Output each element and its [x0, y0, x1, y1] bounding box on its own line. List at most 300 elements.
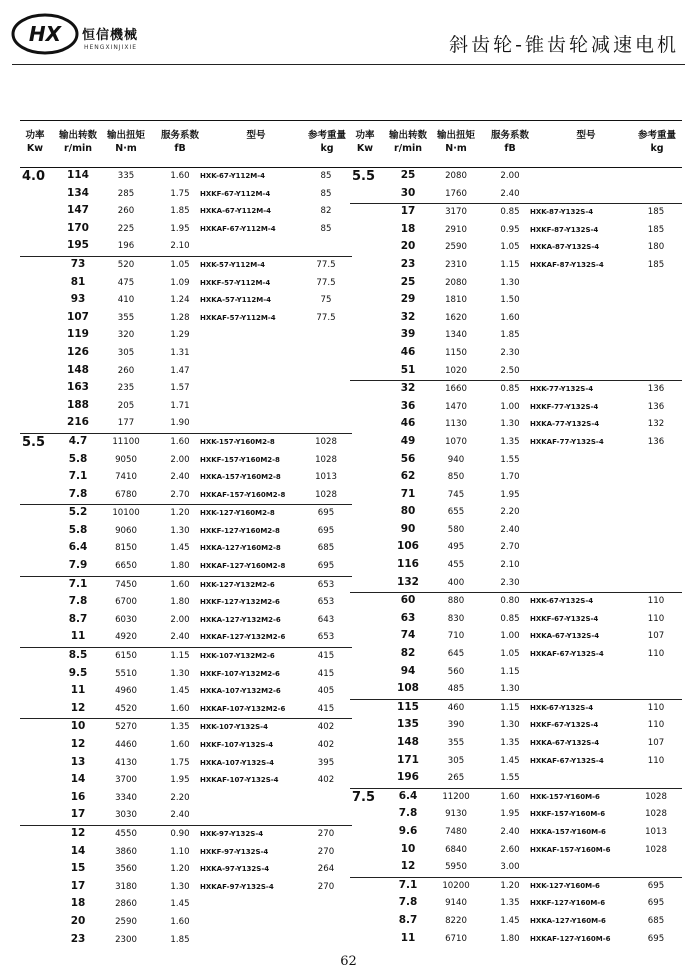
output-rpm: 115	[397, 700, 419, 713]
service-factor: 2.20	[170, 792, 190, 803]
right-spec-table	[350, 120, 682, 948]
service-factor: 1.85	[170, 934, 190, 945]
service-factor: 1.80	[500, 933, 520, 944]
output-torque: 10200	[442, 880, 470, 891]
table-row	[20, 363, 352, 381]
table-row	[350, 487, 682, 505]
output-torque: 6650	[115, 561, 137, 572]
output-torque: 8220	[445, 915, 467, 926]
output-rpm: 170	[67, 221, 89, 234]
output-rpm: 56	[400, 452, 416, 465]
reference-weight: 185	[647, 207, 665, 218]
output-rpm: 30	[400, 186, 416, 199]
output-rpm: 10	[400, 842, 416, 855]
table-row	[20, 577, 352, 595]
output-rpm: 90	[400, 522, 416, 535]
output-rpm: 148	[67, 363, 89, 376]
service-factor: 1.45	[170, 543, 190, 554]
output-rpm: 10	[70, 720, 86, 733]
model-number: HXKAF-67-Y112M-4	[200, 224, 276, 233]
output-torque: 1620	[445, 312, 467, 323]
output-torque: 850	[447, 472, 465, 483]
service-factor: 1.85	[170, 206, 190, 217]
power-value: 5.5	[22, 434, 46, 450]
model-number: HXK-87-Y132S-4	[530, 208, 594, 217]
output-torque: 2080	[445, 171, 467, 181]
table-row	[20, 844, 352, 862]
model-number: HXKA-57-Y112M-4	[200, 296, 272, 305]
service-factor: 1.45	[170, 686, 190, 697]
reference-weight: 1028	[645, 791, 667, 802]
output-rpm: 106	[397, 540, 419, 553]
output-rpm: 132	[397, 575, 419, 588]
service-factor: 1.90	[170, 418, 190, 429]
service-factor: 1.05	[170, 259, 190, 270]
output-torque: 2860	[115, 899, 137, 910]
service-factor: 1.15	[170, 651, 190, 662]
column-header-weight-unit: kg	[320, 143, 334, 154]
table-row	[20, 914, 352, 932]
output-rpm: 63	[400, 611, 416, 624]
output-rpm: 8.7	[398, 913, 418, 926]
output-rpm: 171	[397, 753, 419, 766]
output-torque: 335	[117, 171, 135, 181]
model-number: HXKAF-97-Y132S-4	[200, 882, 274, 891]
logo-text: HX	[28, 22, 62, 46]
output-torque: 2590	[445, 242, 467, 253]
row-group	[350, 789, 682, 878]
service-factor: 0.85	[500, 207, 520, 218]
output-torque: 655	[447, 507, 465, 518]
output-torque: 3180	[115, 881, 137, 892]
reference-weight: 643	[317, 614, 335, 625]
model-number: HXKF-87-Y132S-4	[530, 225, 599, 234]
service-factor: 1.30	[500, 684, 520, 695]
service-factor: 1.95	[170, 223, 190, 234]
table-row	[20, 257, 352, 275]
output-torque: 4960	[115, 686, 137, 697]
service-factor: 2.70	[500, 542, 520, 553]
output-torque: 6030	[115, 614, 137, 625]
table-row	[350, 504, 682, 522]
reference-weight: 402	[317, 722, 335, 733]
service-factor: 1.60	[500, 791, 520, 802]
service-factor: 2.40	[500, 524, 520, 535]
column-header-model-cn: 型号	[246, 130, 266, 141]
table-row	[350, 469, 682, 487]
service-factor: 2.00	[170, 614, 190, 625]
table-row	[350, 168, 682, 186]
reference-weight: 110	[647, 755, 665, 766]
output-rpm: 9.5	[68, 666, 88, 679]
model-number: HXK-67-Y132S-4	[530, 597, 594, 606]
table-row	[350, 222, 682, 240]
output-rpm: 80	[400, 505, 416, 518]
output-torque: 9050	[115, 454, 137, 465]
output-rpm: 82	[400, 647, 416, 660]
table-row	[350, 859, 682, 877]
model-number: HXKF-67-Y112M-4	[200, 189, 271, 198]
table-row	[350, 753, 682, 771]
model-number: HXKAF-157-Y160M-6	[530, 845, 611, 854]
output-rpm: 14	[70, 773, 86, 786]
output-rpm: 46	[400, 417, 416, 430]
table-row	[350, 664, 682, 682]
output-torque: 6150	[115, 651, 137, 662]
model-number: HXKF-57-Y112M-4	[200, 278, 271, 287]
table-row	[20, 861, 352, 879]
service-factor: 1.50	[500, 295, 520, 306]
column-header-rpm-cn: 输出转数	[58, 130, 97, 141]
model-number: HXKA-107-Y132M2-6	[200, 687, 281, 696]
column-header-fb-unit: fB	[174, 143, 186, 154]
table-row	[350, 789, 682, 807]
table-row	[350, 611, 682, 629]
output-rpm: 20	[400, 240, 416, 253]
service-factor: 1.20	[500, 880, 520, 891]
output-torque: 7450	[115, 579, 137, 590]
model-number: HXK-127-Y132M2-6	[200, 580, 275, 589]
table-row	[20, 168, 352, 186]
output-rpm: 11	[70, 684, 86, 697]
table-row	[20, 487, 352, 505]
output-torque: 3030	[115, 810, 137, 821]
output-torque: 830	[447, 613, 465, 624]
reference-weight: 695	[317, 561, 335, 572]
output-rpm: 5.2	[68, 506, 88, 519]
service-factor: 1.35	[500, 898, 520, 909]
output-rpm: 25	[400, 275, 416, 288]
reference-weight: 1013	[315, 472, 337, 483]
table-row	[20, 648, 352, 666]
output-torque: 880	[447, 596, 465, 607]
model-number: HXKF-97-Y132S-4	[200, 847, 269, 856]
table-row	[350, 770, 682, 788]
service-factor: 1.15	[500, 666, 520, 677]
row-group	[20, 719, 352, 826]
output-rpm: 94	[400, 664, 416, 677]
output-torque: 400	[447, 577, 465, 588]
service-factor: 1.60	[170, 579, 190, 590]
service-factor: 1.35	[500, 436, 520, 447]
reference-weight: 653	[317, 597, 335, 608]
table-row	[20, 469, 352, 487]
output-rpm: 134	[67, 186, 89, 199]
reference-weight: 405	[317, 686, 335, 697]
table-row	[20, 683, 352, 701]
table-row	[350, 824, 682, 842]
output-rpm: 17	[400, 205, 416, 218]
service-factor: 1.60	[170, 916, 190, 927]
reference-weight: 270	[317, 846, 335, 857]
table-row	[350, 204, 682, 222]
reference-weight: 110	[647, 613, 665, 624]
output-torque: 265	[447, 773, 465, 784]
table-row	[20, 327, 352, 345]
output-torque: 305	[117, 347, 135, 358]
reference-weight: 264	[317, 864, 335, 875]
output-rpm: 9.6	[398, 824, 418, 837]
service-factor: 0.85	[500, 613, 520, 624]
table-row	[20, 790, 352, 808]
output-torque: 495	[447, 542, 465, 553]
row-group	[20, 577, 352, 648]
output-rpm: 13	[70, 755, 86, 768]
model-number: HXK-127-Y160M-6	[530, 881, 600, 890]
service-factor: 1.00	[500, 631, 520, 642]
column-header-weight	[634, 129, 680, 155]
column-header-model-cn: 型号	[576, 130, 596, 141]
service-factor: 2.30	[500, 347, 520, 358]
output-torque: 3700	[115, 775, 137, 786]
reference-weight: 85	[320, 223, 332, 234]
table-row	[350, 931, 682, 949]
model-number: HXKAF-57-Y112M-4	[200, 313, 276, 322]
column-header-rpm-unit: r/min	[393, 143, 423, 154]
table-row	[20, 434, 352, 452]
table-row	[20, 629, 352, 647]
reference-weight: 180	[647, 242, 665, 253]
reference-weight: 685	[317, 543, 335, 554]
page-title: 斜齿轮-锥齿轮减速电机	[449, 34, 679, 56]
service-factor: 2.00	[170, 454, 190, 465]
service-factor: 1.15	[500, 702, 520, 713]
output-torque: 355	[117, 312, 135, 323]
service-factor: 2.40	[500, 826, 520, 837]
output-torque: 5270	[115, 722, 137, 733]
reference-weight: 685	[647, 915, 665, 926]
output-torque: 6710	[445, 933, 467, 944]
output-rpm: 116	[397, 558, 419, 571]
output-rpm: 81	[70, 275, 86, 288]
column-header-fb-cn: 服务系数	[490, 130, 529, 141]
output-rpm: 36	[400, 399, 416, 412]
table-row	[350, 186, 682, 204]
service-factor: 1.57	[170, 383, 190, 394]
output-rpm: 216	[67, 416, 89, 429]
table-header	[350, 120, 682, 168]
model-number: HXKA-67-Y132S-4	[530, 739, 600, 747]
power-value: 4.0	[22, 169, 46, 184]
page-header	[0, 0, 697, 72]
output-torque: 710	[447, 631, 465, 642]
output-rpm: 196	[397, 771, 419, 784]
output-torque: 2590	[115, 916, 137, 927]
output-torque: 1660	[445, 384, 467, 395]
output-rpm: 12	[70, 826, 86, 839]
service-factor: 2.10	[500, 560, 520, 571]
column-header-rpm-cn: 输出转数	[388, 130, 427, 141]
reference-weight: 110	[647, 596, 665, 607]
output-torque: 4550	[115, 828, 137, 839]
row-group	[350, 878, 682, 948]
column-header-power-unit: Kw	[26, 143, 44, 154]
table-row	[20, 275, 352, 293]
service-factor: 1.05	[500, 649, 520, 660]
row-group	[20, 434, 352, 505]
table-row	[20, 594, 352, 612]
service-factor: 1.85	[500, 330, 520, 341]
model-number: HXKAF-67-Y132S-4	[530, 650, 604, 659]
service-factor: 1.15	[500, 259, 520, 270]
service-factor: 1.30	[170, 668, 190, 679]
service-factor: 1.71	[170, 400, 190, 411]
table-row	[350, 681, 682, 699]
row-group	[20, 168, 352, 257]
output-torque: 1760	[445, 188, 467, 199]
output-rpm: 135	[397, 718, 419, 731]
output-torque: 5950	[445, 862, 467, 873]
row-group	[20, 826, 352, 949]
column-header-fb	[486, 129, 534, 155]
table-row	[20, 505, 352, 523]
service-factor: 1.95	[170, 775, 190, 786]
table-row	[20, 558, 352, 576]
table-row	[20, 772, 352, 790]
table-row	[20, 807, 352, 825]
reference-weight: 1028	[315, 436, 337, 447]
reference-weight: 136	[647, 384, 665, 395]
service-factor: 2.40	[170, 810, 190, 821]
reference-weight: 107	[647, 631, 665, 642]
table-row	[350, 310, 682, 328]
service-factor: 2.00	[500, 171, 520, 181]
table-row	[350, 292, 682, 310]
reference-weight: 653	[317, 632, 335, 643]
table-row	[350, 557, 682, 575]
table-row	[350, 842, 682, 860]
output-rpm: 147	[67, 204, 89, 217]
service-factor: 1.31	[170, 347, 190, 358]
table-row	[20, 737, 352, 755]
table-row	[20, 755, 352, 773]
output-torque: 3860	[115, 846, 137, 857]
model-number: HXKAF-127-Y132M2-6	[200, 633, 286, 642]
output-rpm: 23	[70, 932, 86, 945]
output-torque: 560	[447, 666, 465, 677]
output-torque: 4130	[115, 757, 137, 768]
output-rpm: 5.8	[68, 452, 88, 465]
row-group	[350, 168, 682, 204]
table-row	[20, 398, 352, 416]
table-row	[350, 646, 682, 664]
table-row	[350, 700, 682, 718]
output-rpm: 71	[400, 487, 416, 500]
table-row	[20, 879, 352, 897]
output-torque: 196	[117, 241, 135, 252]
column-header-weight-cn: 参考重量	[637, 130, 676, 141]
service-factor: 1.30	[170, 881, 190, 892]
table-row	[20, 452, 352, 470]
column-header-fb-unit: fB	[504, 143, 516, 154]
service-factor: 1.00	[500, 401, 520, 412]
reference-weight: 1028	[315, 454, 337, 465]
service-factor: 1.55	[500, 773, 520, 784]
service-factor: 2.40	[170, 472, 190, 483]
service-factor: 0.95	[500, 224, 520, 235]
column-header-power	[20, 129, 50, 155]
reference-weight: 270	[317, 828, 335, 839]
output-torque: 2310	[445, 259, 467, 270]
output-torque: 1070	[445, 436, 467, 447]
service-factor: 1.60	[170, 703, 190, 714]
page-number: 62	[340, 954, 357, 969]
table-row	[20, 701, 352, 719]
column-header-torque-unit: N·m	[115, 143, 137, 154]
table-row	[350, 628, 682, 646]
service-factor: 1.05	[500, 242, 520, 253]
output-rpm: 16	[70, 790, 86, 803]
table-row	[350, 735, 682, 753]
output-rpm: 93	[70, 293, 86, 306]
service-factor: 2.20	[500, 507, 520, 518]
reference-weight: 132	[647, 419, 665, 430]
output-torque: 8150	[115, 543, 137, 554]
service-factor: 1.60	[170, 740, 190, 750]
column-header-model	[206, 129, 306, 142]
output-rpm: 107	[67, 310, 89, 323]
reference-weight: 695	[317, 525, 335, 536]
output-rpm: 7.8	[398, 807, 418, 820]
column-header-power-unit: Kw	[356, 143, 374, 154]
reference-weight: 402	[317, 775, 335, 786]
output-rpm: 188	[67, 398, 89, 411]
model-number: HXKF-127-Y160M-6	[530, 899, 606, 908]
model-number: HXK-127-Y160M2-8	[200, 509, 275, 518]
table-row	[350, 878, 682, 896]
model-number: HXKF-67-Y132S-4	[530, 721, 599, 730]
column-header-power-cn: 功率	[25, 130, 45, 141]
output-rpm: 163	[67, 381, 89, 394]
model-number: HXK-77-Y132S-4	[530, 385, 594, 394]
output-torque: 305	[447, 755, 465, 766]
model-number: HXKAF-107-Y132M2-6	[200, 704, 286, 713]
output-torque: 11200	[442, 791, 470, 802]
model-number: HXKAF-127-Y160M2-8	[200, 562, 286, 571]
output-torque: 7480	[445, 826, 467, 837]
power-value: 7.5	[352, 789, 376, 805]
reference-weight: 695	[647, 898, 665, 909]
reference-weight: 415	[317, 668, 335, 679]
output-torque: 5510	[115, 668, 137, 679]
output-torque: 10100	[112, 508, 140, 519]
output-torque: 475	[117, 277, 135, 288]
service-factor: 1.24	[170, 295, 190, 306]
service-factor: 3.00	[500, 862, 520, 873]
table-row	[20, 666, 352, 684]
table-row	[350, 381, 682, 399]
table-row	[350, 539, 682, 557]
table-row	[350, 257, 682, 275]
model-number: HXK-67-Y112M-4	[200, 172, 266, 180]
service-factor: 2.30	[500, 577, 520, 588]
output-torque: 2080	[445, 277, 467, 288]
model-number: HXK-107-Y132S-4	[200, 723, 268, 732]
output-torque: 1150	[445, 347, 467, 358]
company-name-en: HENGXINJIXIE	[84, 44, 138, 51]
reference-weight: 415	[317, 651, 335, 662]
reference-weight: 136	[647, 436, 665, 447]
row-group	[20, 648, 352, 719]
service-factor: 1.45	[500, 915, 520, 926]
output-torque: 390	[447, 720, 465, 731]
output-torque: 260	[117, 206, 135, 217]
model-number: HXKF-107-Y132S-4	[200, 741, 274, 749]
output-rpm: 32	[400, 382, 416, 395]
table-row	[350, 399, 682, 417]
output-rpm: 17	[70, 808, 86, 821]
service-factor: 1.95	[500, 809, 520, 820]
